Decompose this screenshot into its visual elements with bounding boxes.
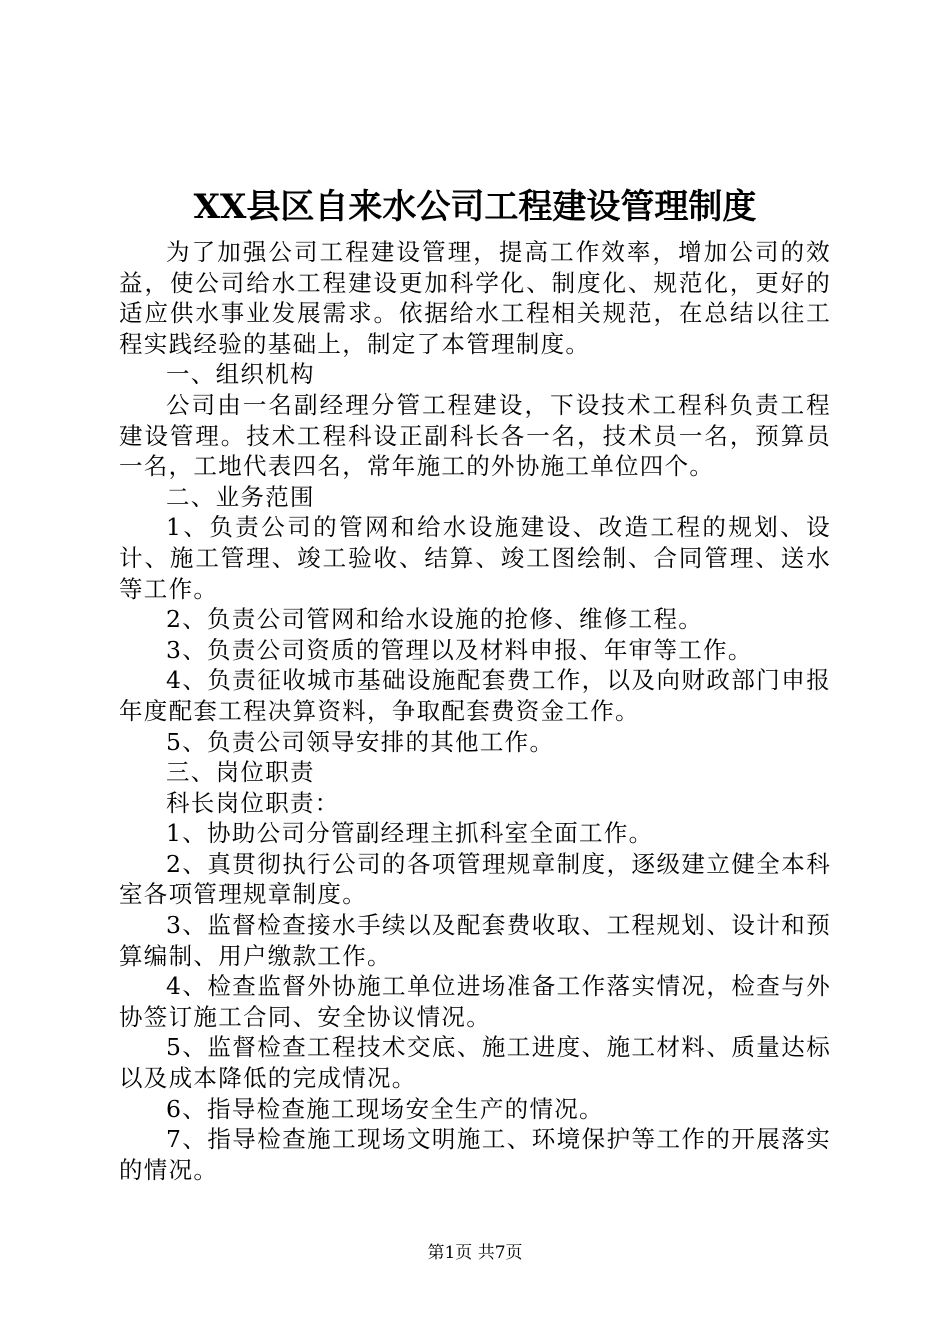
section-heading-organization: 一、组织机构 (166, 360, 315, 389)
scope-item-3: 3、负责公司资质的管理以及材料申报、年审等工作。 (166, 635, 753, 664)
duty-item-2: 2、真贯彻执行公司的各项管理规章制度，逐级建立健全本科室各项管理规章制度。 (119, 849, 831, 909)
section-heading-scope: 二、业务范围 (166, 482, 315, 511)
duty-item-3: 3、监督检查接水手续以及配套费收取、工程规划、设计和预算编制、用户缴款工作。 (119, 911, 831, 970)
duties-subheading-chief: 科长岗位职责： (166, 788, 340, 817)
page-footer: 第1页 共7页 (427, 1243, 523, 1263)
duty-item-1: 1、协助公司分管副经理主抓科室全面工作。 (166, 819, 654, 848)
document-title: XX县区自来水公司工程建设管理制度 (193, 187, 757, 227)
scope-item-5: 5、负责公司领导安排的其他工作。 (166, 727, 555, 756)
duty-item-7: 7、指导检查施工现场文明施工、环境保护等工作的开展落实的情况。 (119, 1125, 831, 1184)
duty-item-4: 4、检查监督外协施工单位进场准备工作落实情况，检查与外协签订施工合同、安全协议情况。 (119, 972, 831, 1031)
scope-item-2: 2、负责公司管网和给水设施的抢修、维修工程。 (166, 605, 704, 634)
document-body (119, 237, 831, 1185)
scope-item-4: 4、负责征收城市基础设施配套费工作，以及向财政部门申报年度配套工程决算资料，争取配套费资金工作。 (119, 666, 831, 725)
duty-item-6: 6、指导检查施工现场安全生产的情况。 (166, 1094, 604, 1123)
organization-paragraph: 公司由一名副经理分管工程建设，下设技术工程科负责工程建设管理。技术工程科设正副科长各一名，技术员一名，预算员一名，工地代表四名，常年施工的外协施工单位四个。 (119, 390, 831, 481)
scope-item-1: 1、负责公司的管网和给水设施建设、改造工程的规划、设计、施工管理、竣工验收、结算、竣工图绘制、合同管理、送水等工作。 (119, 513, 831, 603)
intro-paragraph: 为了加强公司工程建设管理，提高工作效率，增加公司的效益，使公司给水工程建设更加科学化、制度化、规范化，更好的适应供水事业发展需求。依据给水工程相关规范，在总结以往工程实践经验的基础上，制定了本管理制度。 (119, 238, 831, 358)
duty-item-5: 5、监督检查工程技术交底、施工进度、施工材料、质量达标以及成本降低的完成情况。 (119, 1033, 831, 1093)
section-heading-duties: 三、岗位职责 (166, 758, 315, 787)
